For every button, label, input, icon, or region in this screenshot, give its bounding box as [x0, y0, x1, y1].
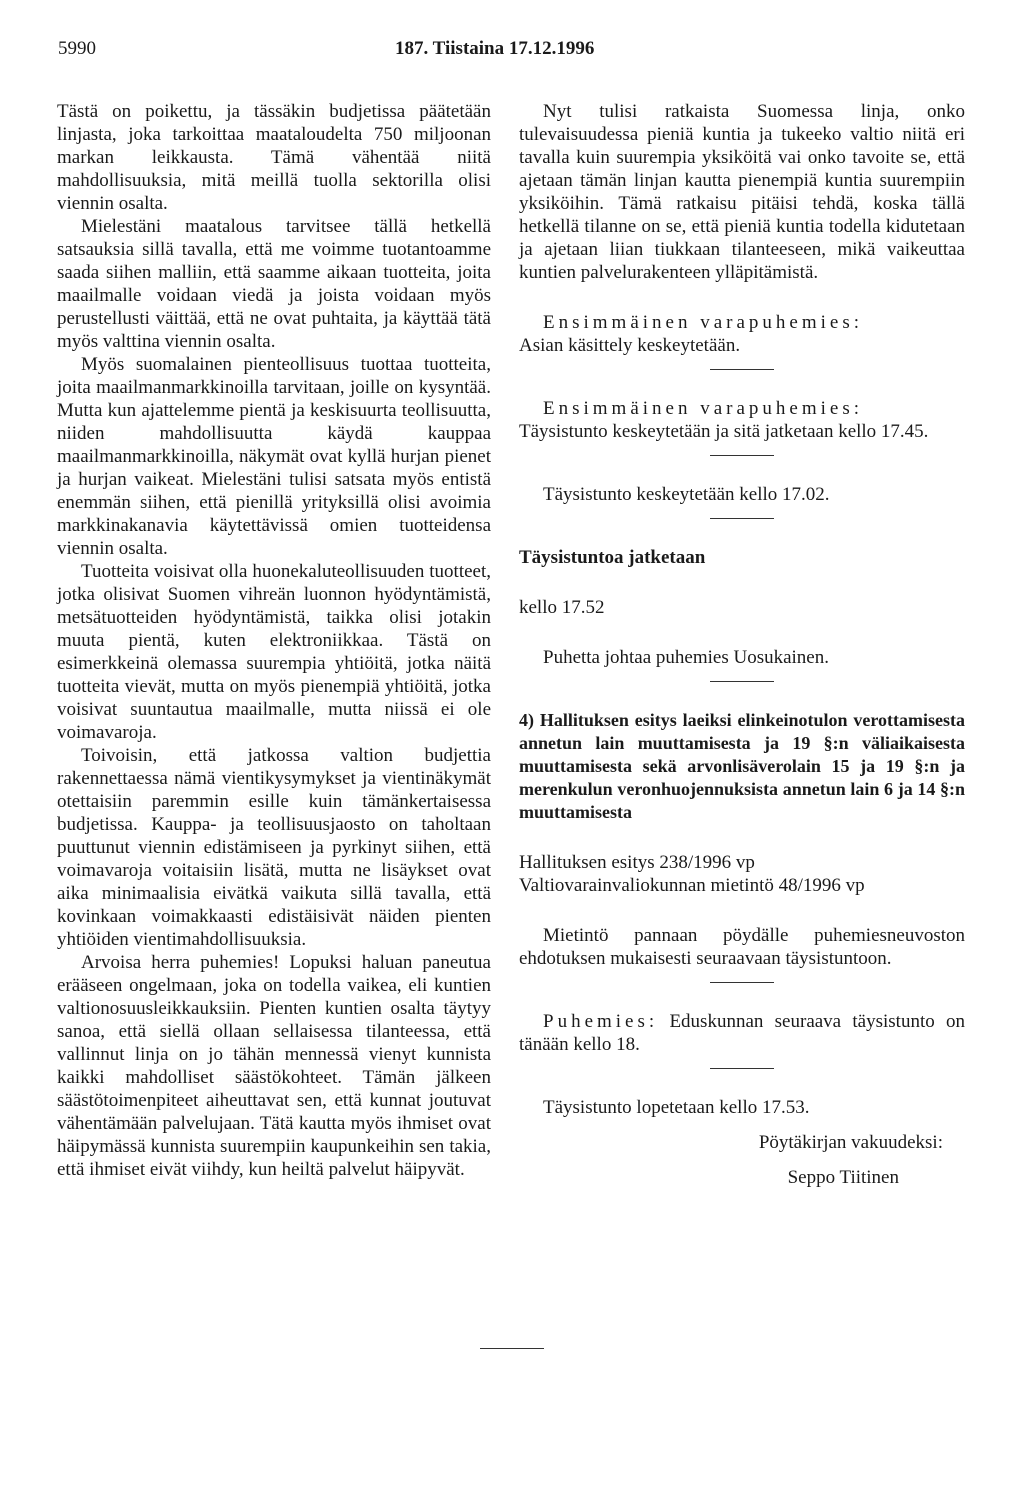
speaker-line — [519, 311, 965, 334]
paragraph: Tuotteita voisivat olla huonekaluteollisuuden tuotteet, jotka olisivat Suomen vihreän luonnon hyödyntämistä, metsätuotteiden hyödyntämistä, taikka olisi jotakin muuta pientä, kuten elektroniikkaa. Tästä on esimerkkeinä olemassa suurempia yhtiöitä, jotka näitä tuotteita vievät, mutta on myös pienempiä yhtiöitä, jotka voisivat suuntautua maailmalle, mutta niissä ei ole voimavaroja. — [57, 561, 491, 743]
speech: Täysistunto keskeytetään ja sitä jatketaan kello 17.45. — [519, 421, 929, 442]
tabling-note: Mietintö pannaan pöydälle puhemiesneuvoston ehdotuksen mukaisesti seuraavaan täysistuntoon. — [519, 925, 965, 969]
section-heading: Täysistuntoa jatketaan — [519, 547, 706, 568]
paragraph: Mielestäni maatalous tarvitsee tällä hetkellä satsauksia sillä tavalla, että me voimme tuotantoamme saada siihen malliin, että saamme aikaan tuotteita, joita maailmalle voidaan viedä ja joista voidaan myös perustellusti väittää, että ne ovat puhtaita, ja käyttää tätä myös valttina viennin osalta. — [57, 216, 491, 352]
paragraph: Myös suomalainen pienteollisuus tuottaa tuotteita, joita maailmanmarkkinoilla tarvitaan, joille on kysyntää. Mutta kun ajattelemme pientä ja keskisuurta teollisuutta, niiden mahdollisuutta käydä kauppaa maailmanmarkkinoilla, näkymät ovat kyllä hurjan pienet ja hurjan vaikeat. Mielestäni tulisi satsata myös entistä enemmän siihen, että pienillä yrityksillä olisi avoimia markkinakanavia käytettävissä omien tuotteidensa viennin osalta. — [57, 354, 491, 559]
reference: Hallituksen esitys 238/1996 vp — [519, 852, 755, 873]
speech: Eduskunnan seuraava täysistunto on tänään kello 18. — [519, 1011, 965, 1055]
paragraph: Arvoisa herra puhemies! Lopuksi haluan paneutua erääseen ongelmaan, joka on todella vaikea, eli kuntien valtionosuusleikkauksiin. Pienten kuntien osalta täytyy sanoa, että siellä ollaan sellaisessa tilanteessa, että vallinnut linja on jo tähän mennessä vienyt kunnista kaikki mahdolliset säästökohteet. Tämän jälkeen säästötoimenpiteet aiheuttavat sen, että kunnat joutuvat vähentämään palvelujaan. Tätä kautta myös ihmiset ovat häipymässä kunnista suurempiin kaupunkeihin sen takia, että ihmiset eivät viihdy, kun heiltä palvelut häipyvät. — [57, 952, 491, 1180]
speaker-line — [519, 1010, 965, 1056]
paragraph: Toivoisin, että jatkossa valtion budjettia rakennettaessa nämä vientikysymykset ja vientinäkymät otettaisiin paremmin esille kuin tämänkertaisessa budjetissa. Kauppa- ja teollisuusjaosto on taholtaan puuttunut viennin edistämiseen ja pyrkinyt siihen, että voimavaroja voitaisiin lisätä, mutta ne lisäykset ovat aika minimaalisia eivätkä vaikuta sillä tavalla, että kovinkaan voimakkaasti edistäisivät näiden pienten yhtiöiden vientimahdollisuuksia. — [57, 745, 491, 950]
attestation: Pöytäkirjan vakuudeksi: — [758, 1132, 943, 1153]
session-closed: Täysistunto lopetetaan kello 17.53. — [543, 1097, 810, 1118]
speaker-name: Puhemies: — [543, 1011, 659, 1032]
speaker-name: Ensimmäinen varapuhemies: — [543, 312, 864, 333]
speaker-line — [519, 397, 965, 420]
left-column — [57, 100, 491, 1181]
chair-note: Puhetta johtaa puhemies Uosukainen. — [543, 647, 829, 668]
signature: Seppo Tiitinen — [787, 1167, 899, 1188]
page-header — [0, 38, 1024, 68]
page-number: 5990 — [58, 38, 96, 59]
resumed-time: kello 17.52 — [519, 597, 605, 618]
footer-divider — [480, 1348, 544, 1349]
session-suspended: Täysistunto keskeytetään kello 17.02. — [543, 484, 830, 505]
running-head: 187. Tiistaina 17.12.1996 — [395, 38, 595, 59]
paragraph: Tästä on poikettu, ja tässäkin budjetissa päätetään linjasta, joka tarkoittaa maataloudelta 750 miljoonan markan leikkausta. Tämä vähentää niitä mahdollisuuksia, mitä meillä tuolla sektorilla olisi viennin osalta. — [57, 101, 491, 214]
agenda-item-title: 4) Hallituksen esitys laeiksi elinkeinotulon verottamisesta annetun lain muuttamisesta ja 19 §:n väliaikaisesta muuttamisesta sekä arvonlisäverolain 15 ja 19 §:n ja merenkulun veronhuojennuksista annetun lain 6 ja 14 §:n muuttamisesta — [519, 710, 965, 822]
speaker-name: Ensimmäinen varapuhemies: — [543, 398, 864, 419]
paragraph: Nyt tulisi ratkaista Suomessa linja, onko tulevaisuudessa pieniä kuntia ja tukeeko valtio niitä eri tavalla kuin suurempia yksiköitä vai onko tavoite se, että ajetaan tämän linjan kautta pienempiä kuntia suurempiin yksiköihin. Tämä ratkaisu pitäisi tehdä, koska tällä hetkellä tilanne on se, että pieniä kuntia todella kidutetaan ja ajetaan liian tiukkaan tilanteeseen, mikä vaikeuttaa kuntien palvelurakenteen ylläpitämistä. — [519, 101, 965, 283]
right-column — [519, 100, 965, 1189]
speech: Asian käsittely keskeytetään. — [519, 335, 741, 356]
reference: Valtiovarainvaliokunnan mietintö 48/1996 vp — [519, 875, 865, 896]
